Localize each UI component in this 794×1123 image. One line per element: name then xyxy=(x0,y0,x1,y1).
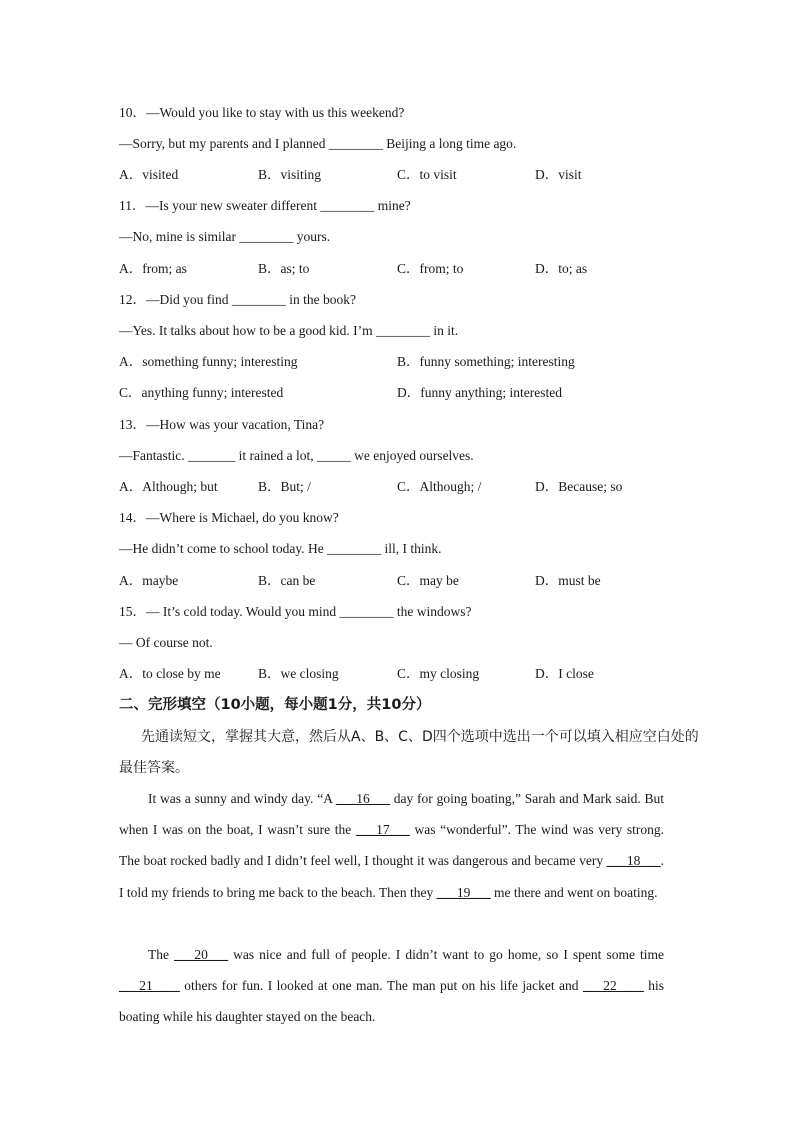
blank-22: ___22____ xyxy=(583,978,644,994)
section-instruction: 先通读短文，掌握其大意，然后从A、B、C、D四个选项中选出一个可以填入相应空白处的最佳答案。 xyxy=(119,729,699,776)
question-14-reply: —He didn’t come to school today. He ________ ill, I think. xyxy=(119,541,442,556)
option-c: C．from; to xyxy=(397,261,464,276)
question-10-reply: —Sorry, but my parents and I planned ________ Beijing a long time ago. xyxy=(119,136,517,151)
passage-text: his boating while his daughter stayed on the beach. xyxy=(119,978,664,1025)
passage-text: It was a sunny and windy day. “A xyxy=(148,791,336,806)
option-d: D．to; as xyxy=(535,261,588,276)
option-c: C．to visit xyxy=(397,167,457,182)
question-11-stem: 11．—Is your new sweater different ________ mine? xyxy=(119,198,411,213)
option-d: D．visit xyxy=(535,167,582,182)
option-b: B．But; / xyxy=(258,479,311,494)
option-a: A．something funny; interesting xyxy=(119,354,298,369)
option-d: D．must be xyxy=(535,573,601,588)
passage-text: . I told my friends to bring me back to the beach. Then they xyxy=(119,853,664,900)
option-a: A．from; as xyxy=(119,261,187,276)
passage-paragraph-2 xyxy=(119,939,664,1033)
option-a: A．Although; but xyxy=(119,479,218,494)
question-15-stem: 15．— It’s cold today. Would you mind ________ the windows? xyxy=(119,604,472,619)
passage-text: was “wonderful”. The wind was very strong. The boat rocked badly and I didn’t feel well, I thought it was dangerous and became very xyxy=(119,822,664,869)
option-b: B．as; to xyxy=(258,261,310,276)
option-b: B．we closing xyxy=(258,666,339,681)
option-c: C．my closing xyxy=(397,666,480,681)
blank-16: ___16___ xyxy=(336,791,390,806)
passage-text: me there and went on boating. xyxy=(490,884,658,900)
section-title: 二、完形填空（10小题，每小题1分，共10分） xyxy=(119,697,431,713)
blank-21: ___21____ xyxy=(119,978,180,994)
option-c: C．anything funny; interested xyxy=(119,385,284,400)
question-12-stem: 12．—Did you find ________ in the book? xyxy=(119,292,356,307)
option-b: B．can be xyxy=(258,573,316,588)
option-a: A．visited xyxy=(119,167,179,182)
passage-text: day for going boating,” Sarah and Mark said. But when I was on the boat, I wasn’t sure the xyxy=(119,791,664,838)
question-15-reply: — Of course not. xyxy=(119,635,213,650)
option-a: A．to close by me xyxy=(119,666,221,681)
option-b: B．funny something; interesting xyxy=(397,354,575,369)
passage-text: was nice and full of people. I didn’t want to go home, so I spent some time xyxy=(228,947,664,962)
passage-text: The xyxy=(148,947,175,962)
question-11-reply: —No, mine is similar ________ yours. xyxy=(119,229,331,244)
blank-17: ___17___ xyxy=(355,822,410,838)
option-d: D．I close xyxy=(535,666,594,681)
passage-paragraph-1 xyxy=(119,783,664,908)
blank-20: ___20___ xyxy=(174,947,229,962)
passage-text: others for fun. I looked at one man. The man put on his life jacket and xyxy=(179,978,584,994)
option-d: D．Because; so xyxy=(535,479,623,494)
question-10-stem: 10．—Would you like to stay with us this weekend? xyxy=(119,105,405,120)
question-12-reply: —Yes. It talks about how to be a good kid. I’m ________ in it. xyxy=(119,323,459,338)
option-c: C．may be xyxy=(397,573,459,588)
question-13-stem: 13．—How was your vacation, Tina? xyxy=(119,417,325,432)
blank-19: ___19___ xyxy=(436,884,491,900)
question-14-stem: 14．—Where is Michael, do you know? xyxy=(119,510,339,525)
option-d: D．funny anything; interested xyxy=(397,385,562,400)
option-a: A．maybe xyxy=(119,573,179,588)
option-b: B．visiting xyxy=(258,167,322,182)
option-c: C．Although; / xyxy=(397,479,482,494)
blank-18: ___18___ xyxy=(606,853,661,869)
question-13-reply: —Fantastic. _______ it rained a lot, _____ we enjoyed ourselves. xyxy=(119,448,474,463)
